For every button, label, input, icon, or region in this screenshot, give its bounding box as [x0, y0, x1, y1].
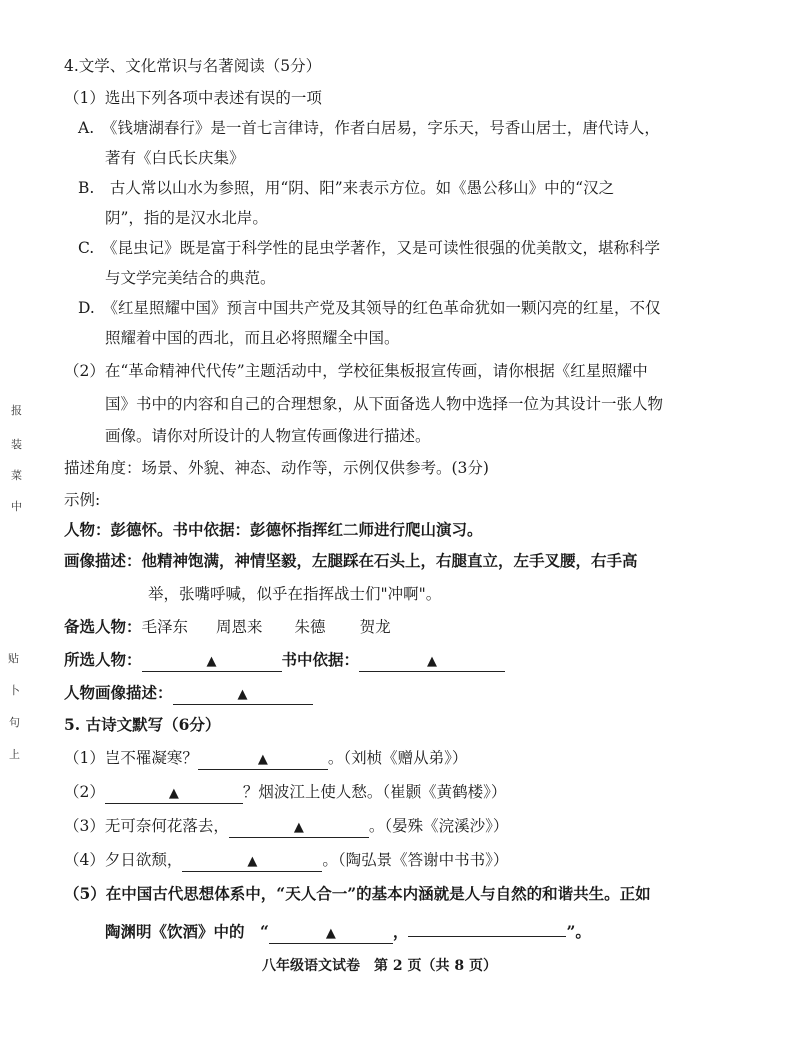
- basis-blank[interactable]: [359, 653, 505, 672]
- recite-line-3: [64, 816, 508, 838]
- option-d: D. 《红星照耀中国》预言中国共产党及其领导的红色革命犹如一颗闪亮的红星，不仅: [78, 299, 661, 317]
- recite-text: （3）无可奈何花落去，: [64, 817, 229, 835]
- triangle-marker: ▲: [293, 820, 304, 835]
- recite-text: （4）夕日欲颓，: [64, 851, 183, 869]
- question-4-2-prompt: （2）在“革命精神代代传”主题活动中，学校征集板报宣传画，请你根据《红星照耀中: [64, 362, 648, 380]
- example-label: 示例:: [64, 491, 101, 509]
- question-4-2-prompt-cont: 国》书中的内容和自己的合理想象，从下面备选人物中选择一位为其设计一张人物: [105, 395, 664, 413]
- question-5-title: 5. 古诗文默写（6分）: [64, 715, 221, 734]
- example-description-cont: 举，张嘴呼喊，似乎在指挥战士们"冲啊"。: [148, 585, 442, 603]
- recite-text: （1）岂不罹凝寒？: [64, 749, 198, 767]
- selected-person-blank[interactable]: [142, 653, 282, 672]
- recite-blank-5b[interactable]: [408, 918, 566, 937]
- margin-char: 贴: [8, 652, 19, 665]
- candidates-label: 备选人物：: [64, 617, 142, 636]
- triangle-marker: ▲: [247, 854, 258, 869]
- triangle-marker: ▲: [168, 786, 179, 801]
- option-b-cont: 阴”，指的是汉水北岸。: [105, 209, 268, 227]
- margin-char: 上: [9, 748, 20, 761]
- page-footer: 八年级语文试卷 第 2 页（共 8 页）: [262, 958, 497, 974]
- recite-blank-1[interactable]: [198, 751, 328, 770]
- recite-line-2: [64, 782, 506, 804]
- example-description: [64, 551, 638, 571]
- portrait-description-blank[interactable]: [173, 686, 313, 705]
- recite-line-5: （5）在中国古代思想体系中，“天人合一”的基本内涵就是人与自然的和谐共生。正如: [64, 884, 651, 903]
- question-4-1-prompt: （1）选出下列各项中表述有误的一项: [64, 89, 322, 107]
- triangle-marker: ▲: [427, 654, 438, 669]
- recite-line-4: [64, 850, 508, 872]
- recite-line-5-cont: [105, 918, 591, 944]
- recite-source: 。（刘桢《赠从弟》）: [327, 749, 468, 767]
- option-c: C. 《昆虫记》既是富于科学性的昆虫学著作，又是可读性很强的优美散文，堪称科学: [78, 239, 660, 257]
- question-4-2-prompt-cont: 画像。请你对所设计的人物宣传画像进行描述。: [105, 427, 431, 445]
- recite-text: （2）: [64, 783, 105, 801]
- recite-source: ？烟波江上使人愁。（崔颢《黄鹤楼》）: [242, 783, 507, 801]
- selected-person-label: 所选人物：: [64, 650, 142, 669]
- recite-source: 。（晏殊《浣溪沙》）: [368, 817, 509, 835]
- portrait-description-row: [64, 683, 313, 705]
- recite-source: 。（陶弘景《答谢中书书》）: [322, 851, 509, 869]
- margin-char: 菜: [11, 469, 22, 482]
- triangle-marker: ▲: [237, 687, 248, 702]
- recite-blank-3[interactable]: [229, 819, 369, 838]
- margin-char: 中: [11, 500, 22, 513]
- option-a: A. 《钱塘湖春行》是一首七言律诗，作者白居易，字乐天，号香山居士，唐代诗人，: [78, 119, 660, 137]
- margin-char: 装: [11, 438, 22, 451]
- candidate-item: 朱德: [294, 618, 326, 636]
- recite-blank-2[interactable]: [105, 785, 243, 804]
- triangle-marker: ▲: [206, 654, 217, 669]
- recite-comma: ，: [392, 922, 409, 941]
- recite-line-1: [64, 748, 467, 770]
- margin-char: 报: [11, 404, 22, 417]
- candidate-item: 毛泽东: [141, 618, 189, 636]
- margin-char: 句: [9, 716, 20, 729]
- recite-close-quote: ”。: [566, 922, 591, 941]
- basis-label: 书中依据：: [281, 650, 360, 669]
- question-4-title: 4.文学、文化常识与名著阅读（5分）: [64, 57, 322, 75]
- example-description-text: 画像描述：他精神饱满，神情坚毅，左腿踩在石头上，右腿直立，左手叉腰，右手高: [64, 551, 638, 570]
- portrait-description-label: 人物画像描述：: [64, 683, 173, 702]
- triangle-marker: ▲: [325, 926, 336, 941]
- candidate-item: 周恩来: [216, 618, 263, 636]
- candidate-row: [64, 617, 391, 637]
- recite-blank-5a[interactable]: [269, 925, 393, 944]
- option-d-cont: 照耀着中国的西北，而且必将照耀全中国。: [105, 329, 400, 347]
- option-c-cont: 与文学完美结合的典范。: [105, 269, 276, 287]
- triangle-marker: ▲: [257, 752, 268, 767]
- selected-person-row: [64, 650, 505, 672]
- option-a-cont: 著有《白氏长庆集》: [105, 149, 245, 167]
- recite-blank-4[interactable]: [182, 853, 322, 872]
- candidate-item: 贺龙: [359, 618, 391, 636]
- option-b: B. 古人常以山水为参照，用“阴、阳”来表示方位。如《愚公移山》中的“汉之: [78, 179, 615, 197]
- margin-char: 卜: [9, 684, 20, 697]
- recite-text: 陶渊明《饮酒》中的 “: [105, 922, 269, 941]
- description-angle: 描述角度：场景、外貌、神态、动作等，示例仅供参考。(3分): [64, 459, 489, 477]
- example-person: 人物：彭德怀。书中依据：彭德怀指挥红二师进行爬山演习。: [64, 520, 483, 539]
